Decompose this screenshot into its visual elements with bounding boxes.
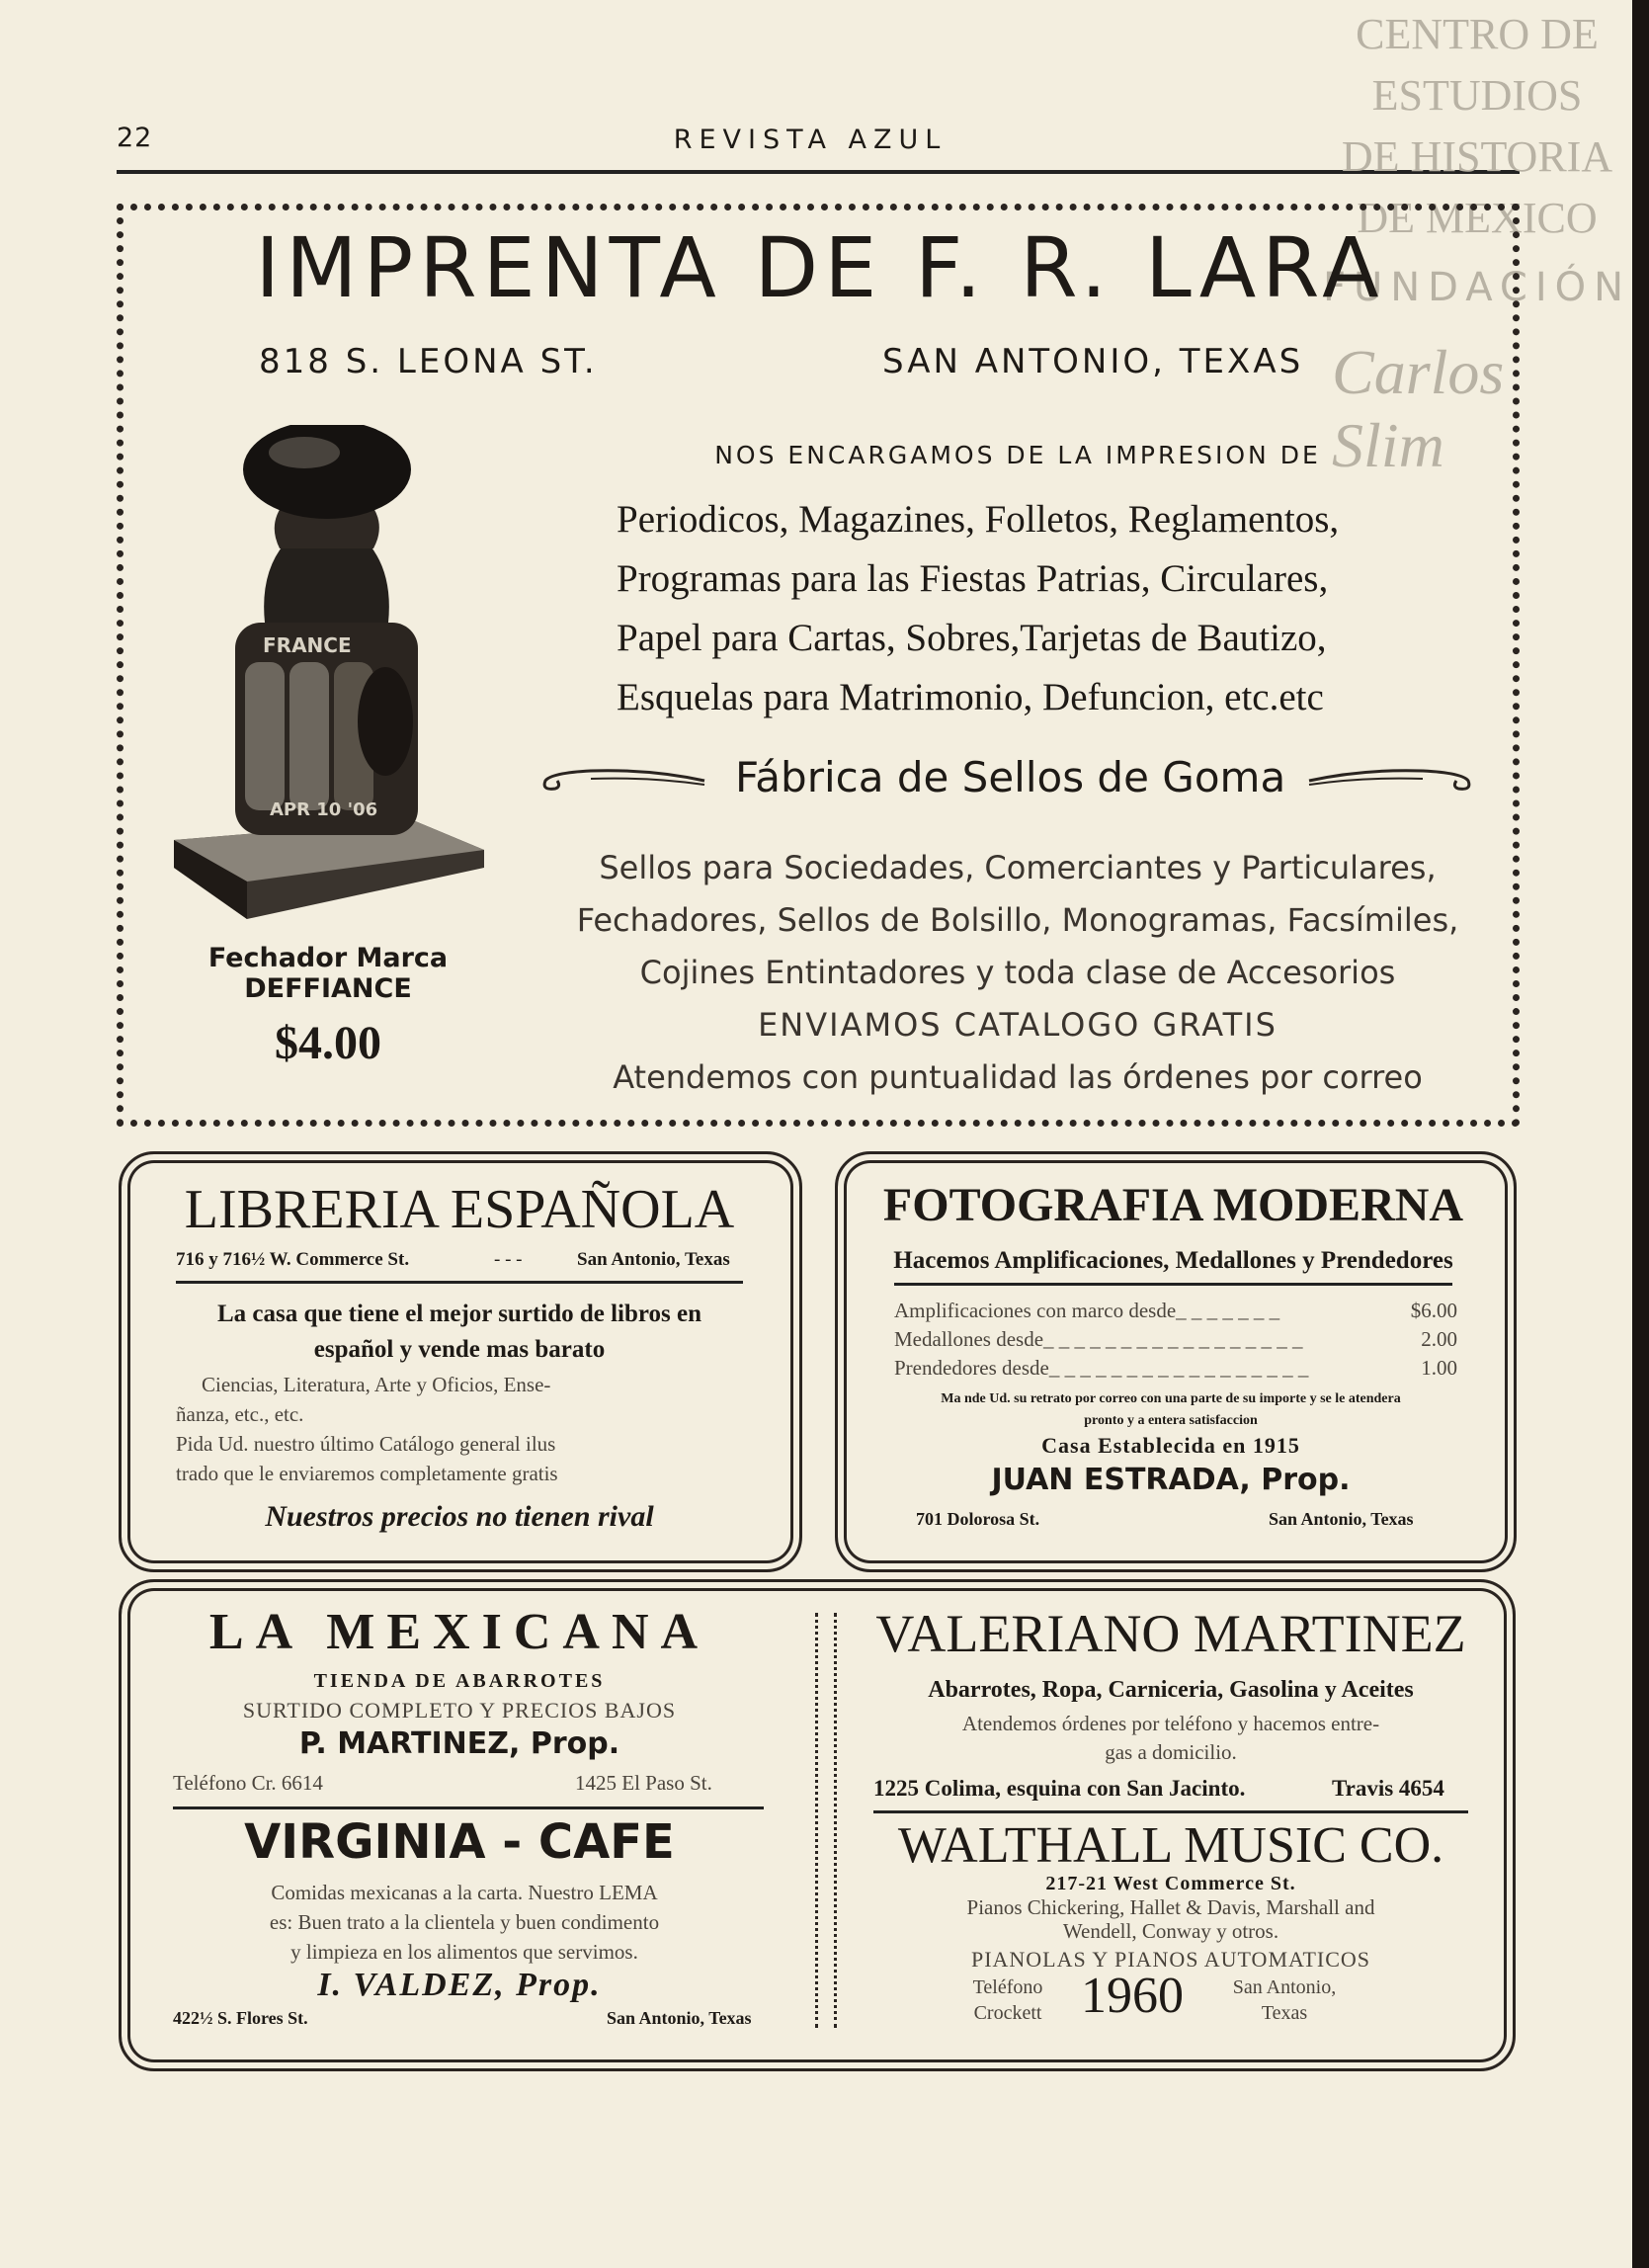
walthall-title: WALTHALL MUSIC CO. [897,1817,1444,1874]
libreria-body-line: Pida Ud. nuestro último Catálogo general ilus [176,1432,556,1456]
libreria-claim [168,1297,751,1368]
walthall-tel-label-line: Teléfono [972,1976,1043,1998]
libreria-body [176,1370,558,1488]
valeriano-body-line: Atendemos órdenes por teléfono y hacemos entre- [961,1712,1380,1735]
libreria-address: 716 y 716½ W. Commerce St. [176,1249,410,1270]
fotografia-note [860,1388,1482,1432]
watermark-fundacion: FUNDACIÓN [1322,265,1632,310]
mexicana-tagline: SURTIDO COMPLETO Y PRECIOS BAJOS [242,1698,677,1722]
valeriano-subtitle: Abarrotes, Ropa, Carniceria, Gasolina y Aceites [928,1677,1414,1703]
fotografia-title: FOTOGRAFIA MODERNA [882,1179,1464,1231]
print-line: Programas para las Fiestas Patrias, Circulares, [617,557,1329,600]
stamp-brand: FRANCE [263,633,352,657]
lara-sellos-list [553,842,1482,1104]
mexicana-phone: Teléfono Cr. 6614 [173,1771,323,1795]
libreria-claim-line: español y vende mas barato [313,1336,606,1363]
price-value: $6.00 [1410,1299,1457,1322]
valeriano-title: VALERIANO MARTINEZ [875,1604,1466,1663]
sellos-line: Sellos para Sociedades, Comerciantes y Particulares, [599,849,1437,886]
virginia-owner: I. VALDEZ, Prop. [317,1967,602,2003]
stamp-caption: Fechador Marca DEFFIANCE [207,943,449,1004]
column-divider [815,1613,837,2028]
watermark-line: DE MEXICO [1357,194,1598,242]
mexicana-subtitle: TIENDA DE ABARROTES [313,1670,606,1692]
walthall-address: 217-21 West Commerce St. [1045,1873,1296,1894]
virginia-city: San Antonio, Texas [607,2008,752,2028]
libreria-body-line: ñanza, etc., etc. [176,1402,304,1426]
libreria-body-line: Ciencias, Literatura, Arte y Oficios, Ense- [202,1373,551,1396]
price-item: Medallones desde_ _ _ _ _ _ _ _ _ _ _ _ _ _ _ _ _ [894,1327,1303,1351]
stamp-price: $4.00 [275,1017,381,1069]
watermark-signature: Carlos Slim [1332,337,1505,480]
fotografia-established: Casa Establecida en 1915 [1041,1433,1300,1458]
fotografia-price-list [894,1297,1457,1383]
print-line: Periodicos, Magazines, Folletos, Reglamentos, [617,498,1340,541]
virginia-title: VIRGINIA - CAFE [244,1814,675,1870]
price-row [894,1325,1457,1354]
mexicana-title: LA MEXICANA [208,1604,710,1660]
fotografia-subtitle: Hacemos Amplificaciones, Medallones y Prendedores [893,1247,1453,1274]
walthall-tel-label-line: Crockett [973,2002,1042,2024]
fotografia-rule [894,1283,1452,1286]
virginia-body-line: Comidas mexicanas a la carta. Nuestro LEMA [271,1881,658,1904]
libreria-city: San Antonio, Texas [577,1249,730,1270]
walthall-city-line: San Antonio, [1232,1976,1337,1998]
fotografia-note-line: Ma nde Ud. su retrato por correo con una parte de su importe y se le atendera [941,1391,1401,1406]
watermark-line: DE HISTORIA [1341,132,1613,181]
virginia-body [158,1878,771,1967]
price-item: Prendedores desde_ _ _ _ _ _ _ _ _ _ _ _ _ _ _ _ _ [894,1356,1309,1380]
price-value: 1.00 [1421,1356,1457,1380]
right-flourish-icon [1304,751,1482,800]
fotografia-note-line: pronto y a entera satisfaccion [1084,1413,1258,1428]
price-row [894,1354,1457,1383]
libreria-dashes: - - - [494,1249,523,1270]
valeriano-body [860,1710,1482,1767]
sellos-line: Fechadores, Sellos de Bolsillo, Monogramas, Facsímiles, [576,901,1459,939]
lara-mail: Atendemos con puntualidad las órdenes por correo [613,1058,1423,1096]
left-flourish-icon [532,751,709,800]
price-value: 2.00 [1421,1327,1457,1351]
walthall-pianos [860,1895,1482,1943]
date-stamp-icon [166,425,492,919]
walthall-tel-label [948,1974,1067,2026]
libreria-body-line: trado que le enviaremos completamente gratis [176,1462,558,1485]
walthall-city [1210,1974,1359,2026]
mexicana-owner: P. MARTINEZ, Prop. [298,1726,620,1761]
mexicana-address: 1425 El Paso St. [575,1771,712,1795]
sellos-line: Cojines Entintadores y toda clase de Accesorios [639,954,1396,991]
walthall-pianos-line: Pianos Chickering, Hallet & Davis, Marshall and [966,1895,1375,1919]
lara-print-list [617,490,1339,727]
fotografia-city: San Antonio, Texas [1269,1509,1414,1529]
walthall-pianos-line: Wendell, Conway y otros. [1062,1919,1279,1943]
libreria-slogan: Nuestros precios no tienen rival [265,1500,654,1533]
price-row [894,1297,1457,1325]
libreria-rule [176,1281,743,1284]
fotografia-owner: JUAN ESTRADA, Prop. [991,1463,1351,1497]
virginia-address: 422½ S. Flores St. [173,2008,308,2028]
lara-city: SAN ANTONIO, TEXAS [882,342,1304,381]
print-line: Esquelas para Matrimonio, Defuncion, etc.etc [617,676,1324,718]
lara-factory: Fábrica de Sellos de Goma [735,753,1286,801]
valeriano-address: 1225 Colima, esquina con San Jacinto. [873,1776,1246,1801]
running-head: REVISTA AZUL [673,125,948,155]
stamp-date: APR 10 '06 [270,799,378,820]
walthall-phone-number: 1960 [1081,1968,1184,2024]
virginia-body-line: y limpieza en los alimentos que servimos. [290,1940,638,1964]
watermark-line: CENTRO DE [1356,10,1599,58]
valeriano-body-line: gas a domicilio. [1105,1740,1237,1764]
virginia-body-line: es: Buen trato a la clientela y buen condimento [269,1910,660,1934]
libreria-title: LIBRERIA ESPAÑOLA [184,1179,735,1240]
page-number: 22 [117,123,153,153]
lara-address: 818 S. LEONA ST. [259,342,598,381]
print-line: Papel para Cartas, Sobres,Tarjetas de Bautizo, [617,617,1327,659]
watermark-line: ESTUDIOS [1371,71,1583,120]
walthall-city-line: Texas [1261,2002,1308,2024]
valeriano-phone: Travis 4654 [1332,1776,1444,1801]
price-item: Amplificaciones con marco desde_ _ _ _ _ _ _ [894,1299,1280,1322]
lara-catalog: ENVIAMOS CATALOGO GRATIS [758,1006,1278,1044]
fotografia-address: 701 Dolorosa St. [916,1509,1040,1529]
mexicana-rule [173,1806,764,1809]
lara-intro: NOS ENCARGAMOS DE LA IMPRESION DE [714,441,1321,469]
libreria-claim-line: La casa que tiene el mejor surtido de libros en [216,1301,702,1327]
walthall-pianolas: PIANOLAS Y PIANOS AUTOMATICOS [970,1947,1371,1972]
valeriano-rule [873,1810,1468,1813]
lara-title: IMPRENTA DE F. R. LARA [255,219,1385,316]
